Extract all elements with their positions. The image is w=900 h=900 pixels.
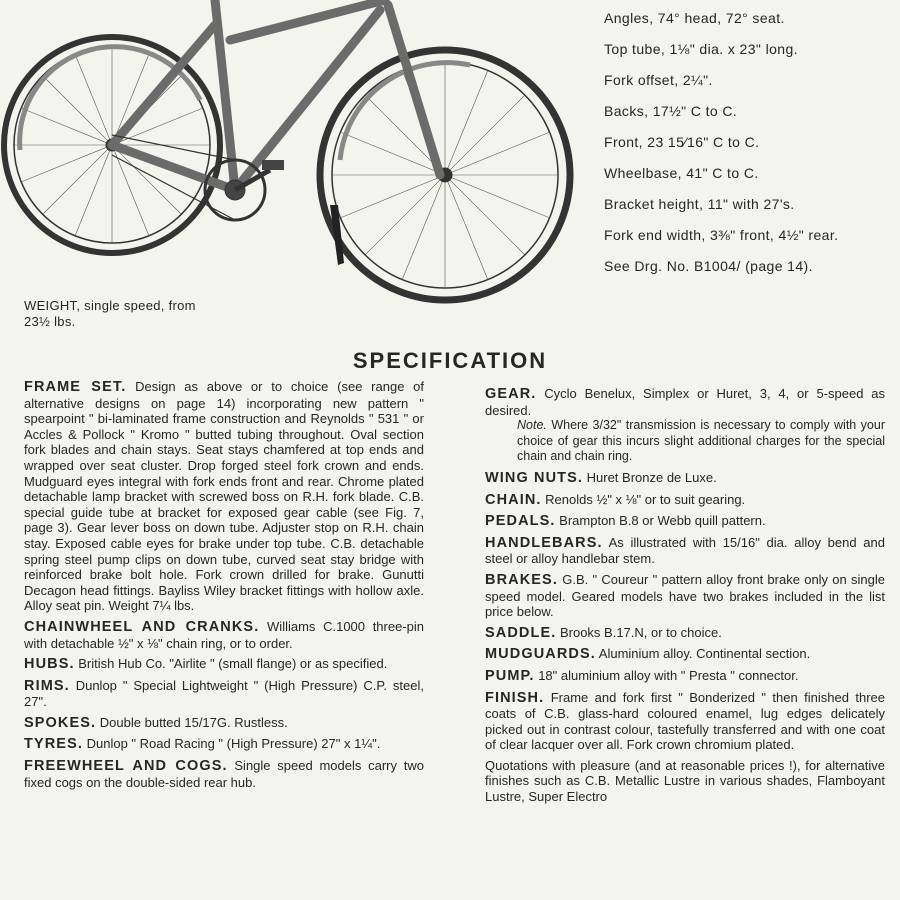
spec-saddle: SADDLE. Brooks B.17.N, or to choice. — [485, 624, 722, 641]
bicycle-illustration — [0, 0, 600, 340]
spec-pedals: PEDALS. Brampton B.8 or Webb quill pattern. — [485, 513, 766, 530]
spec-rims: RIMS. Dunlop " Special Lightweight " (High Pressure) C.P. steel, 27". — [24, 677, 424, 710]
geometry-angles: Angles, 74° head, 72° seat. — [604, 10, 785, 26]
spec-tyres: TYRES. Dunlop " Road Racing " (High Pressure) 27" x 1¼". — [24, 736, 381, 753]
front-wheel — [320, 50, 570, 300]
spec-wing-nuts: WING NUTS. Huret Bronze de Luxe. — [485, 469, 717, 486]
geometry-drawing-ref: See Drg. No. B1004/ (page 14). — [604, 258, 813, 274]
weight-caption: WEIGHT, single speed, from 23½ lbs. — [24, 298, 196, 329]
spec-spokes: SPOKES. Double butted 15/17G. Rustless. — [24, 714, 288, 731]
spec-brakes: BRAKES. G.B. " Coureur " pattern alloy front brake only on single speed model. Geared models have two brakes included in the list price below. — [485, 571, 885, 620]
geometry-fork-offset: Fork offset, 2¼". — [604, 72, 713, 88]
geometry-front: Front, 23 15⁄16" C to C. — [604, 134, 760, 150]
geometry-fork-end-width: Fork end width, 3⅜" front, 4½" rear. — [604, 227, 839, 243]
spec-mudguards: MUDGUARDS. Aluminium alloy. Continental section. — [485, 646, 811, 663]
spec-left-column — [24, 379, 424, 795]
geometry-wheelbase: Wheelbase, 41" C to C. — [604, 165, 759, 181]
spec-gear: GEAR. Cyclo Benelux, Simplex or Huret, 3, 4, or 5-speed as desired. — [485, 386, 885, 418]
geometry-bracket-height: Bracket height, 11" with 27's. — [604, 196, 795, 212]
spec-chain: CHAIN. Renolds ½" x ⅛" or to suit gearing. — [485, 491, 746, 508]
spec-finish: FINISH. Frame and fork first " Bonderized " then finished three coats of C.B. glass-hard coloured enamel, lug edges delicately picked out in contrast colour, tastefully transferred and with one coat of clear lacquer over all. Fork crown chromium plated. — [485, 689, 885, 753]
geometry-top-tube: Top tube, 1⅛" dia. x 23" long. — [604, 41, 798, 57]
spec-right-column — [485, 386, 885, 810]
specification-title: SPECIFICATION — [352, 348, 548, 373]
spec-quotations: Quotations with pleasure (and at reasonable prices !), for alternative finishes such as C.B. Metallic Lustre in various shades, Flamboyant Lustre, Super Electro — [485, 757, 885, 805]
spec-gear-note: Note. Where 3/32" transmission is necessary to comply with your choice of gear this incurs slight additional charges for the special chain and chain ring. — [517, 418, 885, 464]
spec-hubs: HUBS. British Hub Co. "Airlite " (small flange) or as specified. — [24, 656, 388, 673]
spec-pump: PUMP. 18" aluminium alloy with " Presta " connector. — [485, 667, 799, 684]
spec-freewheel: FREEWHEEL AND COGS. Single speed models carry two fixed cogs on the double-sided rear hub. — [24, 758, 424, 790]
spec-frame-set: FRAME SET. Design as above or to choice (see range of alternative designs on page 14) incorporating new pattern " spearpoint " bi-laminated frame construction and Reynolds " 531 " or Accles & Pollock " Kromo " butted tubing throughout. Oval section fork blades and chain stays. Seat stays chamfered at top ends and wrapped over seat cluster. Drop forged steel fork crown and ends. Mudguard eyes integral with fork ends front and rear. Chrome plated detachable lamp bracket with screwed boss on R.H. fork blade. C.B. special guide tube at bracket for exposed gear cable (see Fig. 7, page 3). Gear lever boss on down tube. Adjuster stop on R.H. chain stay. Exposed cable eyes for brake under top tube. C.B. detachable spring steel pump clips on down tube, curved seat stay bridge with reinforced brake bolt hole. Fork crown drilled for brake. Gunutti Decagon head fittings. Bayliss Wiley bracket fittings with hollow axle. Alloy seat pin. Weight 7¼ lbs. — [24, 379, 425, 614]
spec-handlebars: HANDLEBARS. As illustrated with 15/16" dia. alloy bend and steel or alloy handlebar stem. — [485, 534, 885, 567]
geometry-backs: Backs, 17½" C to C. — [604, 103, 738, 119]
spec-chainwheel: CHAINWHEEL AND CRANKS. Williams C.1000 three-pin with detachable ½" x ⅛" chain ring, or to order. — [24, 618, 424, 651]
